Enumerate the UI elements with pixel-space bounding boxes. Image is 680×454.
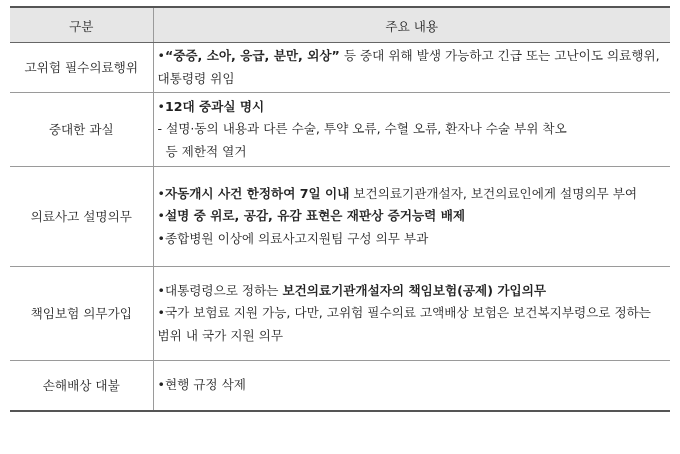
bullet: • (157, 48, 165, 63)
content-line (158, 374, 667, 397)
row-category: 손해배상 대불 (10, 361, 153, 411)
bullet: • (157, 377, 165, 392)
row-category: 책임보험 의무가입 (10, 267, 153, 361)
policy-table-container (10, 6, 670, 412)
content-line (158, 183, 667, 206)
bullet: • (157, 282, 165, 298)
line-text: 현행 규정 삭제 (164, 377, 246, 392)
bullet: • (157, 305, 165, 321)
bullet: • (157, 230, 165, 246)
bullet: • (157, 185, 165, 201)
bullet: • (157, 208, 165, 224)
table-row (10, 93, 670, 167)
header-category: 구분 (10, 7, 153, 43)
row-content (153, 93, 670, 167)
dash: - (157, 121, 167, 137)
line-text: 설명·동의 내용과 다른 수술, 투약 오류, 수혈 오류, 환자나 수술 부위 착오 (166, 121, 567, 137)
line-text: 국가 보험료 지원 가능, 다만, 고위험 필수의료 고액배상 보험은 보건복지부령으로 정하는 범위 내 국가 지원 의무 (157, 305, 651, 343)
policy-table (10, 6, 670, 412)
bold-text: “중증, 소아, 응급, 분만, 외상” (164, 48, 340, 63)
table-row (10, 167, 670, 267)
content-line (158, 302, 667, 347)
line-text: 종합병원 이상에 의료사고지원팀 구성 의무 부과 (164, 230, 429, 246)
row-content (153, 43, 670, 93)
row-content (153, 167, 670, 267)
content-line (158, 45, 667, 90)
content-line (158, 280, 667, 303)
bold-text: 자동개시 사건 한정하여 7일 이내 (164, 185, 350, 201)
bold-text: 보건의료기관개설자의 책임보험(공제) 가입의무 (282, 282, 547, 298)
row-category: 고위험 필수의료행위 (10, 43, 153, 93)
line-text: 대통령령으로 정하는 (164, 282, 283, 298)
content-line (158, 205, 667, 228)
row-content (153, 267, 670, 361)
table-row (10, 267, 670, 361)
content-line (158, 228, 667, 251)
bold-text: 설명 중 위로, 공감, 유감 표현은 재판상 증거능력 배제 (164, 208, 466, 224)
row-content (153, 361, 670, 411)
table-row (10, 43, 670, 93)
bullet: • (157, 98, 165, 114)
line-text: 등 제한적 열거 (165, 143, 247, 159)
row-category: 중대한 과실 (10, 93, 153, 167)
line-text: 보건의료기관개설자, 보건의료인에게 설명의무 부여 (349, 185, 638, 201)
table-header-row (10, 7, 670, 43)
content-line (158, 141, 667, 164)
line-text: 등 중대 위해 발생 가능하고 긴급 또는 고난이도 의료행위, 대통령령 위임 (157, 48, 660, 86)
row-category: 의료사고 설명의무 (10, 167, 153, 267)
bold-text: 12대 중과실 명시 (164, 98, 265, 114)
header-content: 주요 내용 (153, 7, 670, 43)
table-row (10, 361, 670, 411)
content-line (158, 96, 667, 119)
content-line (158, 118, 667, 141)
